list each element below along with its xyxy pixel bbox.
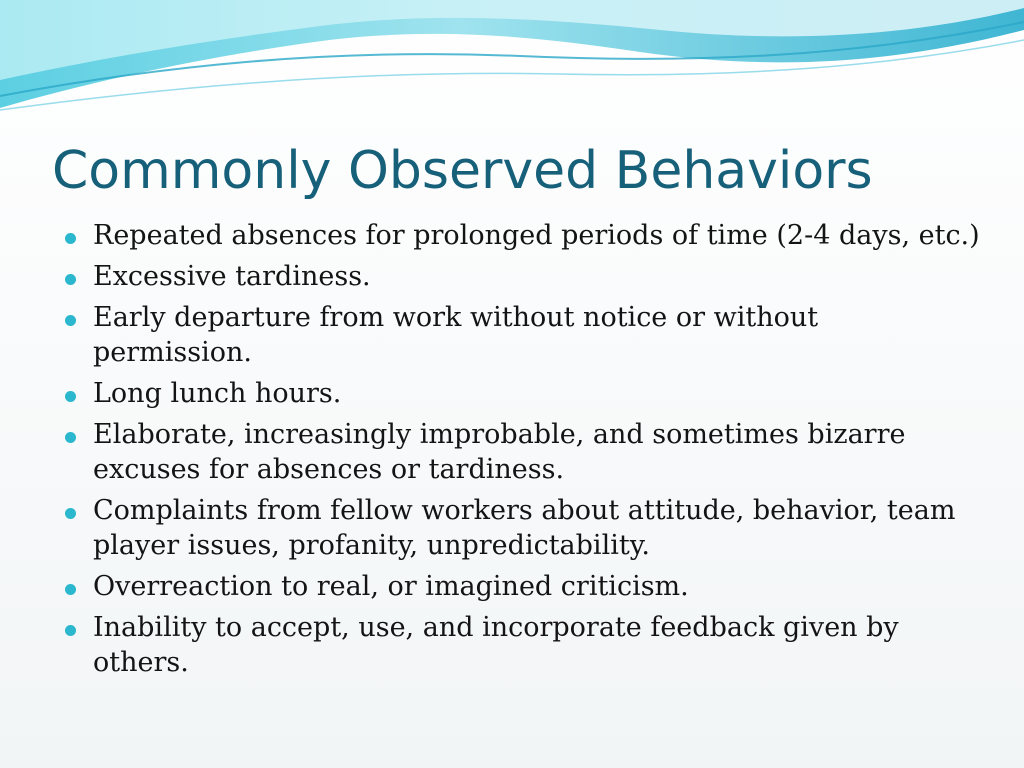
bullet-item <box>62 493 982 563</box>
bullet-item <box>62 218 982 253</box>
bullet-text: Early departure from work without notice or without permission. <box>93 302 819 368</box>
slide-title: Commonly Observed Behaviors <box>52 141 873 201</box>
bullet-dot-icon <box>65 233 76 244</box>
bullet-list <box>62 218 982 686</box>
bullet-dot-icon <box>65 391 76 402</box>
bullet-text: Elaborate, increasingly improbable, and sometimes bizarre excuses for absences or tardiness. <box>93 419 906 485</box>
bullet-dot-icon <box>65 432 76 443</box>
bullet-item <box>62 259 982 294</box>
bullet-text: Long lunch hours. <box>93 378 342 409</box>
bullet-text: Repeated absences for prolonged periods of time (2-4 days, etc.) <box>93 220 980 251</box>
bullet-text: Overreaction to real, or imagined criticism. <box>93 571 689 602</box>
bullet-dot-icon <box>65 625 76 636</box>
bullet-dot-icon <box>65 315 76 326</box>
bullet-text: Excessive tardiness. <box>93 261 371 292</box>
bullet-text: Complaints from fellow workers about attitude, behavior, team player issues, profanity, unpredictability. <box>93 495 956 561</box>
header-wave-decoration <box>0 0 1024 120</box>
bullet-dot-icon <box>65 584 76 595</box>
bullet-item <box>62 610 982 680</box>
bullet-item <box>62 376 982 411</box>
bullet-item <box>62 300 982 370</box>
bullet-item <box>62 417 982 487</box>
bullet-dot-icon <box>65 274 76 285</box>
bullet-item <box>62 569 982 604</box>
bullet-dot-icon <box>65 508 76 519</box>
bullet-text: Inability to accept, use, and incorporate feedback given by others. <box>93 612 899 678</box>
